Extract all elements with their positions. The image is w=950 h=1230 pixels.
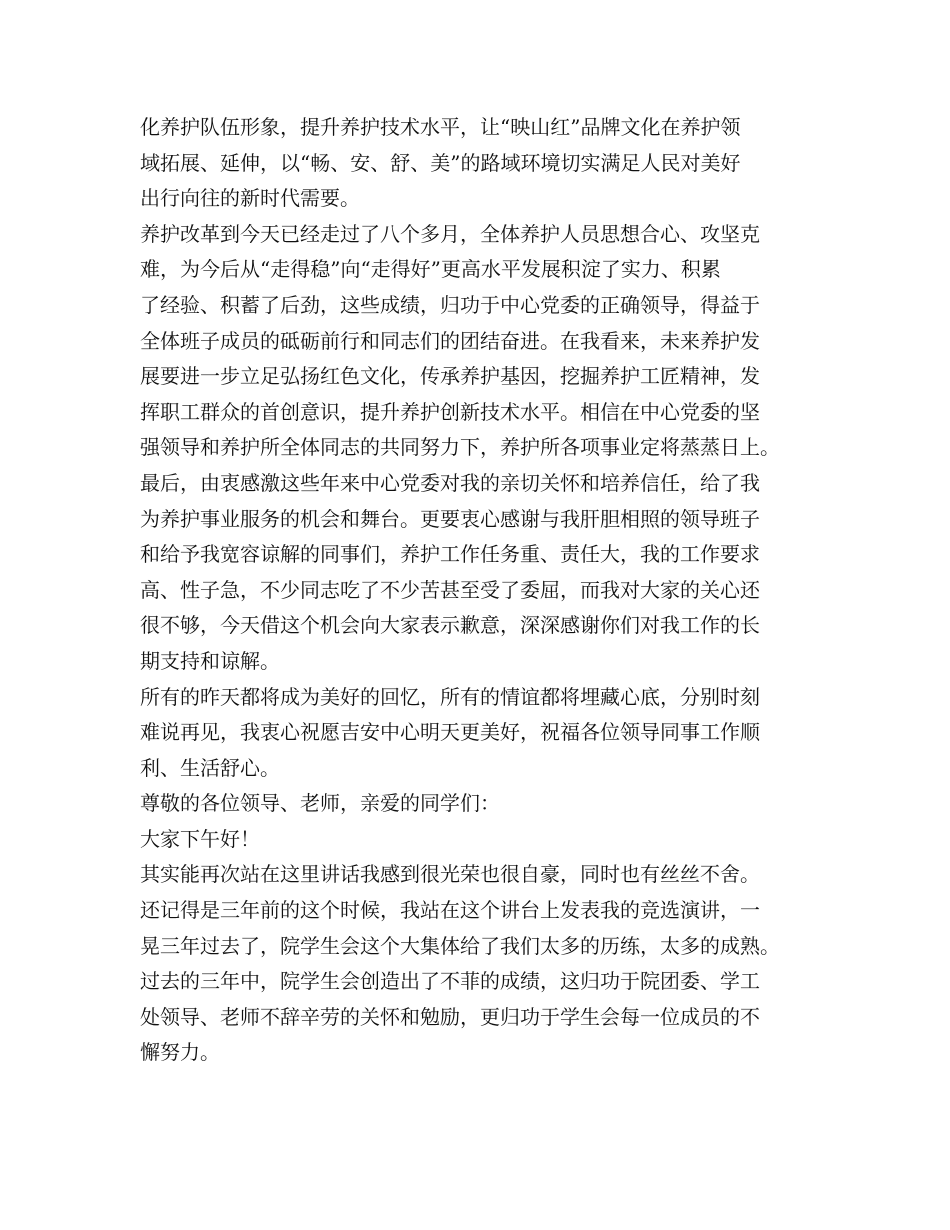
text-line: 域拓展、延伸，以“畅、安、舒、美”的路域环境切实满足人民对美好 — [140, 150, 741, 175]
text-line: 大家下午好！ — [140, 826, 260, 851]
text-line: 化养护队伍形象，提升养护技术水平，让“映山红”品牌文化在养护领 — [140, 115, 741, 139]
text-line: 高、性子急，不少同志吃了不少苦甚至受了委屈，而我对大家的关心还 — [140, 577, 760, 602]
text-line: 晃三年过去了，院学生会这个大集体给了我们太多的历练，太多的成熟。 — [140, 933, 780, 958]
text-line: 养护改革到今天已经走过了八个多月，全体养护人员思想合心、攻坚克 — [140, 221, 760, 246]
text-line: 期支持和谅解。 — [140, 648, 280, 673]
text-line: 尊敬的各位领导、老师，亲爱的同学们： — [140, 791, 500, 816]
text-line: 了经验、积蓄了后劲，这些成绩，归功于中心党委的正确领导，得益于 — [140, 292, 760, 317]
text-line: 出行向往的新时代需要。 — [140, 186, 360, 211]
text-line: 处领导、老师不辞辛劳的关怀和勉励，更归功于学生会每一位成员的不 — [140, 1004, 760, 1029]
text-line: 展要进一步立足弘扬红色文化，传承养护基因，挖掘养护工匠精神，发 — [140, 364, 760, 389]
body-text — [140, 110, 830, 1071]
text-line: 全体班子成员的砥砺前行和同志们的团结奋进。在我看来，未来养护发 — [140, 328, 760, 353]
text-line: 难说再见，我衷心祝愿吉安中心明天更美好，祝福各位领导同事工作顺 — [140, 720, 760, 745]
text-line: 还记得是三年前的这个时候，我站在这个讲台上发表我的竞选演讲，一 — [140, 898, 760, 923]
text-line: 最后，由衷感激这些年来中心党委对我的亲切关怀和培养信任，给了我 — [140, 470, 760, 495]
text-line: 其实能再次站在这里讲话我感到很光荣也很自豪，同时也有丝丝不舍。 — [140, 862, 760, 887]
text-line: 过去的三年中，院学生会创造出了不菲的成绩，这归功于院团委、学工 — [140, 969, 760, 994]
text-line: 所有的昨天都将成为美好的回忆，所有的情谊都将埋藏心底，分别时刻 — [140, 684, 760, 709]
text-line: 为养护事业服务的机会和舞台。更要衷心感谢与我肝胆相照的领导班子 — [140, 506, 760, 531]
text-line: 利、生活舒心。 — [140, 755, 280, 780]
text-line: 强领导和养护所全体同志的共同努力下，养护所各项事业定将蒸蒸日上。 — [140, 435, 780, 460]
text-line: 和给予我宽容谅解的同事们，养护工作任务重、责任大，我的工作要求 — [140, 542, 760, 567]
text-line: 懈努力。 — [140, 1040, 220, 1065]
text-line: 挥职工群众的首创意识，提升养护创新技术水平。相信在中心党委的坚 — [140, 399, 760, 424]
text-line: 很不够，今天借这个机会向大家表示歉意，深深感谢你们对我工作的长 — [140, 613, 760, 638]
text-line: 难，为今后从“走得稳”向“走得好”更高水平发展积淀了实力、积累 — [140, 257, 721, 282]
